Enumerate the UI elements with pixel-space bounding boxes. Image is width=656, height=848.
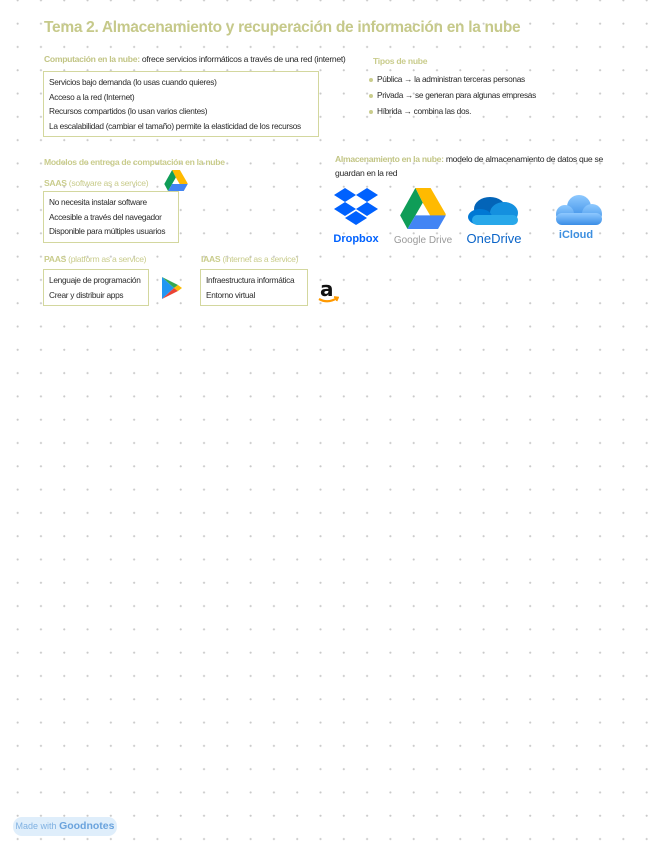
paas-item: Lenguaje de programación: [49, 275, 141, 285]
computacion-definition-line: [44, 54, 346, 64]
iaas-item: Entorno virtual: [206, 289, 255, 300]
iaas-item: Infraestructura informática: [206, 275, 295, 285]
computacion-item: Servicios bajo demanda (lo usas cuando quieres): [49, 77, 217, 87]
tipos-list: [369, 71, 536, 119]
page-title: Tema 2. Almacenamiento y recuperación de información en la nube: [44, 19, 521, 36]
svg-text:a: a: [320, 277, 334, 301]
saas-item: Disponible para múltiples usuarios: [49, 226, 166, 236]
almacenamiento-line1: [335, 154, 603, 164]
onedrive-label: OneDrive: [466, 231, 522, 246]
modelos-heading: Modelos de entrega de computación en la nube: [44, 157, 225, 167]
saas-item: Accesible a través del navegador: [49, 211, 162, 222]
saas-item: No necesita instalar software: [49, 197, 147, 207]
icloud-icon: [549, 193, 605, 234]
almacenamiento-label: Almacenamiento en la nube:: [335, 154, 444, 164]
google-play-icon: [161, 276, 183, 305]
paas-heading: PAAS (platform as a service): [44, 254, 147, 264]
computacion-item: La escalabilidad (cambiar el tamaño) permite la elasticidad de los recursos: [49, 120, 301, 131]
paas-item: Crear y distribuir apps: [49, 289, 124, 300]
tipos-item: Híbrida → combina las dos.: [369, 103, 536, 119]
dropbox-label: Dropbox: [333, 233, 379, 245]
bullet-icon: [369, 78, 373, 82]
dropbox-icon: [333, 186, 379, 235]
goodnotes-brand: Goodnotes: [59, 820, 115, 832]
made-with-text: Made with: [15, 821, 57, 831]
tipos-heading: Tipos de nube: [373, 56, 428, 66]
almacenamiento-line2: guardan en la red: [335, 168, 398, 178]
tipos-item: Privada → se generan para algunas empresas: [369, 87, 536, 103]
paas-box: [43, 269, 149, 306]
amazon-icon: [317, 277, 339, 310]
saas-box: [43, 191, 179, 243]
icloud-label: iCloud: [558, 229, 594, 241]
computacion-item: Recursos compartidos (lo usan varios clientes): [49, 106, 208, 116]
iaas-heading: IAAS (internet as a service): [201, 254, 299, 264]
bullet-icon: [369, 110, 373, 114]
bullet-icon: [369, 94, 373, 98]
onedrive-icon: [466, 193, 522, 232]
made-with-goodnotes-badge[interactable]: [13, 817, 117, 836]
google-drive-icon: [400, 188, 446, 234]
computacion-box: [43, 71, 319, 137]
computacion-item: Acceso a la red (Internet): [49, 91, 135, 102]
google-drive-label: Google Drive: [393, 235, 453, 246]
saas-heading: SAAS (software as a service): [44, 178, 149, 188]
almacenamiento-definition: modelo de almacenamiento de datos que se: [445, 154, 603, 164]
computacion-label: Computación en la nube:: [44, 54, 140, 64]
tipos-item: Pública → la administran terceras personas: [369, 71, 536, 87]
computacion-definition: ofrece servicios informáticos a través de una red (internet): [141, 54, 346, 64]
iaas-box: [200, 269, 308, 306]
